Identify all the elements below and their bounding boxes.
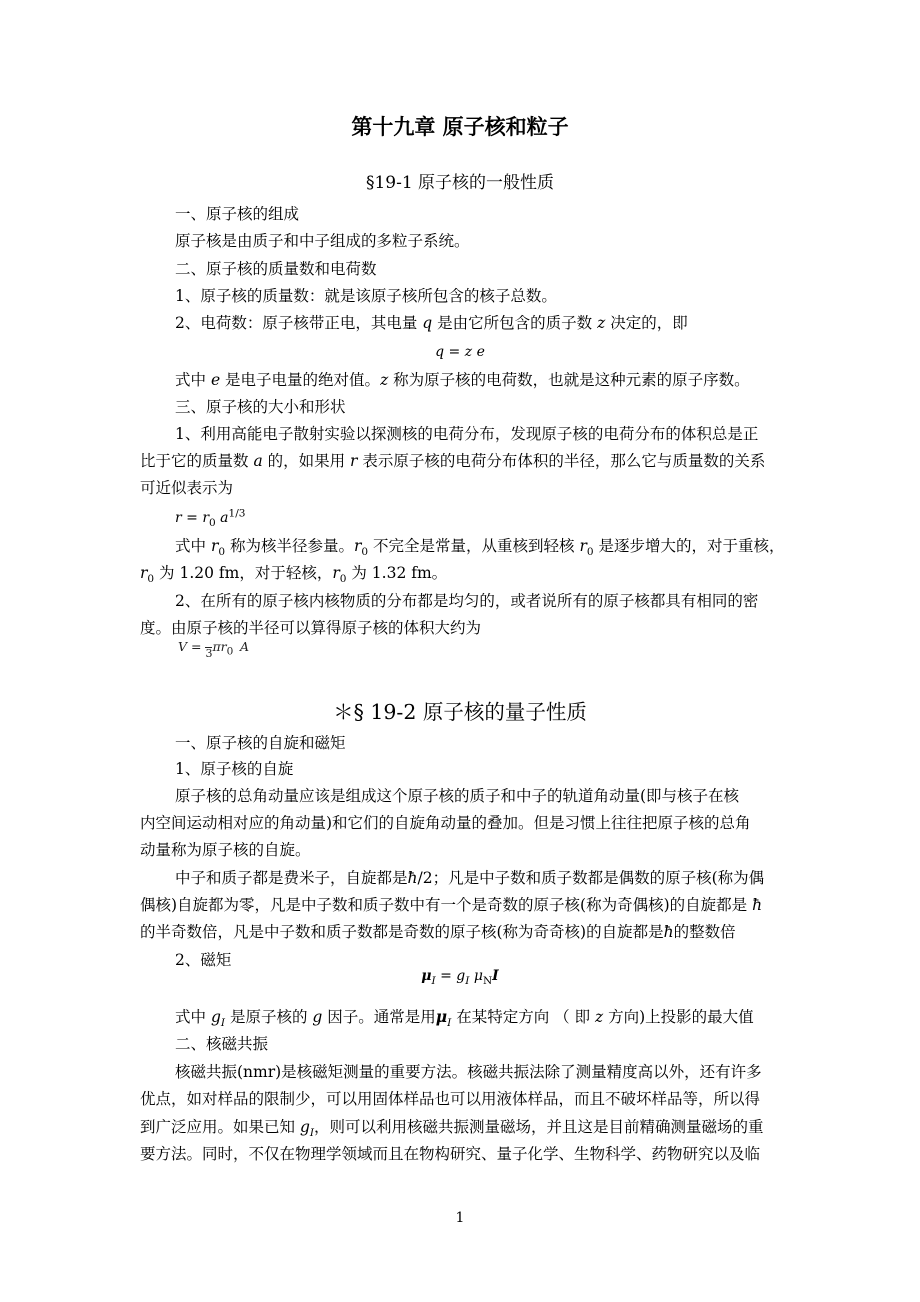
paragraph: 1、利用高能电子散射实验以探测核的电荷分布，发现原子核的电荷分布的体积总是正	[175, 425, 759, 443]
equation-charge: q = z e	[435, 344, 485, 360]
heading-spin: 1、原子核的自旋	[175, 760, 294, 778]
heading-magnetic-moment: 2、磁矩	[175, 951, 232, 969]
paragraph: 度。由原子核的半径可以算得原子核的体积大约为	[140, 619, 482, 637]
section-title-19-1: §19-1 原子核的一般性质	[365, 173, 555, 193]
paragraph: 内空间运动相对应的角动量)和它们的自旋角动量的叠加。但是习惯上往往把原子核的总角	[140, 814, 751, 832]
page-number: 1	[455, 1210, 465, 1226]
paragraph: 原子核的总角动量应该是组成这个原子核的质子和中子的轨道角动量(即与核子在核	[175, 787, 740, 805]
paragraph: 原子核是由质子和中子组成的多粒子系统。	[175, 232, 470, 250]
section-title-19-2: ＊§ 19-2 原子核的量子性质	[333, 700, 587, 724]
paragraph: 中子和质子都是费米子，自旋都是ħ/2；凡是中子数和质子数都是偶数的原子核(称为偶	[175, 869, 765, 887]
heading-mass-charge: 二、原子核的质量数和电荷数	[175, 260, 377, 278]
heading-composition: 一、原子核的组成	[175, 205, 300, 223]
heading-size-shape: 三、原子核的大小和形状	[175, 398, 346, 416]
paragraph: 核磁共振(nmr)是核磁矩测量的重要方法。核磁共振法除了测量精度高以外，还有许多	[175, 1063, 762, 1081]
chapter-title: 第十九章 原子核和粒子	[351, 115, 569, 139]
equation-volume: V = 3 $\pi r_0$ A	[178, 636, 818, 659]
paragraph: 2、电荷数：原子核带正电，其电量 q 是由它所包含的质子数 z 决定的，即	[175, 314, 688, 332]
paragraph: 的半奇数倍，凡是中子数和质子数都是奇数的原子核(称为奇奇核)的自旋都是ħ的整数倍	[140, 923, 736, 941]
paragraph: 比于它的质量数 a 的，如果用 r 表示原子核的电荷分布体积的半径，那么它与质量数的关系	[140, 452, 766, 470]
paragraph: 要方法。同时，不仅在物理学领域而且在物构研究、量子化学、生物科学、药物研究以及临	[140, 1145, 761, 1163]
paragraph: 优点，如对样品的限制少，可以用固体样品也可以用液体样品，而且不破坏样品等，所以得	[140, 1090, 761, 1108]
equation-magnetic-moment: $\mu_I = g_I$ $\mu_NI$	[421, 968, 499, 987]
paragraph: $r_0$ 为 1.20 fm，对于轻核，$r_0$ 为 1.32 fm。	[140, 564, 448, 586]
paragraph: 偶核)自旋都为零，凡是中子数和质子数中有一个是奇数的原子核(称为奇偶核)的自旋都是 ħ	[140, 896, 763, 914]
paragraph: 式中 $g_I$ 是原子核的 g 因子。通常是用$\mu_I$ 在某特定方向 （ 即 z 方向)上投影的最大值	[175, 1007, 754, 1030]
paragraph: 式中 e 是电子电量的绝对值。z 称为原子核的电荷数，也就是这种元素的原子序数。	[175, 371, 750, 389]
heading-nmr: 二、核磁共振	[175, 1035, 269, 1053]
equation-radius: $r = r_0$ $a^{1/3}$	[175, 507, 246, 529]
paragraph: 到广泛应用。如果已知 $g_I$，则可以利用核磁共振测量磁场，并且这是目前精确测量磁场的重	[140, 1118, 764, 1140]
paragraph: 式中 $r_0$ 称为核半径参量。$r_0$ 不完全是常量，从重核到轻核 $r_0$ 是逐步增大的，对于重核，	[175, 537, 785, 559]
paragraph: 动量称为原子核的自旋。	[140, 841, 311, 859]
paragraph: 可近似表示为	[140, 479, 234, 497]
paragraph: 1、原子核的质量数：就是该原子核所包含的核子总数。	[175, 287, 557, 305]
paragraph: 2、在所有的原子核内核物质的分布都是均匀的，或者说所有的原子核都具有相同的密	[175, 592, 759, 610]
heading-spin-moment: 一、原子核的自旋和磁矩	[175, 734, 346, 752]
fraction: 3	[205, 647, 213, 660]
